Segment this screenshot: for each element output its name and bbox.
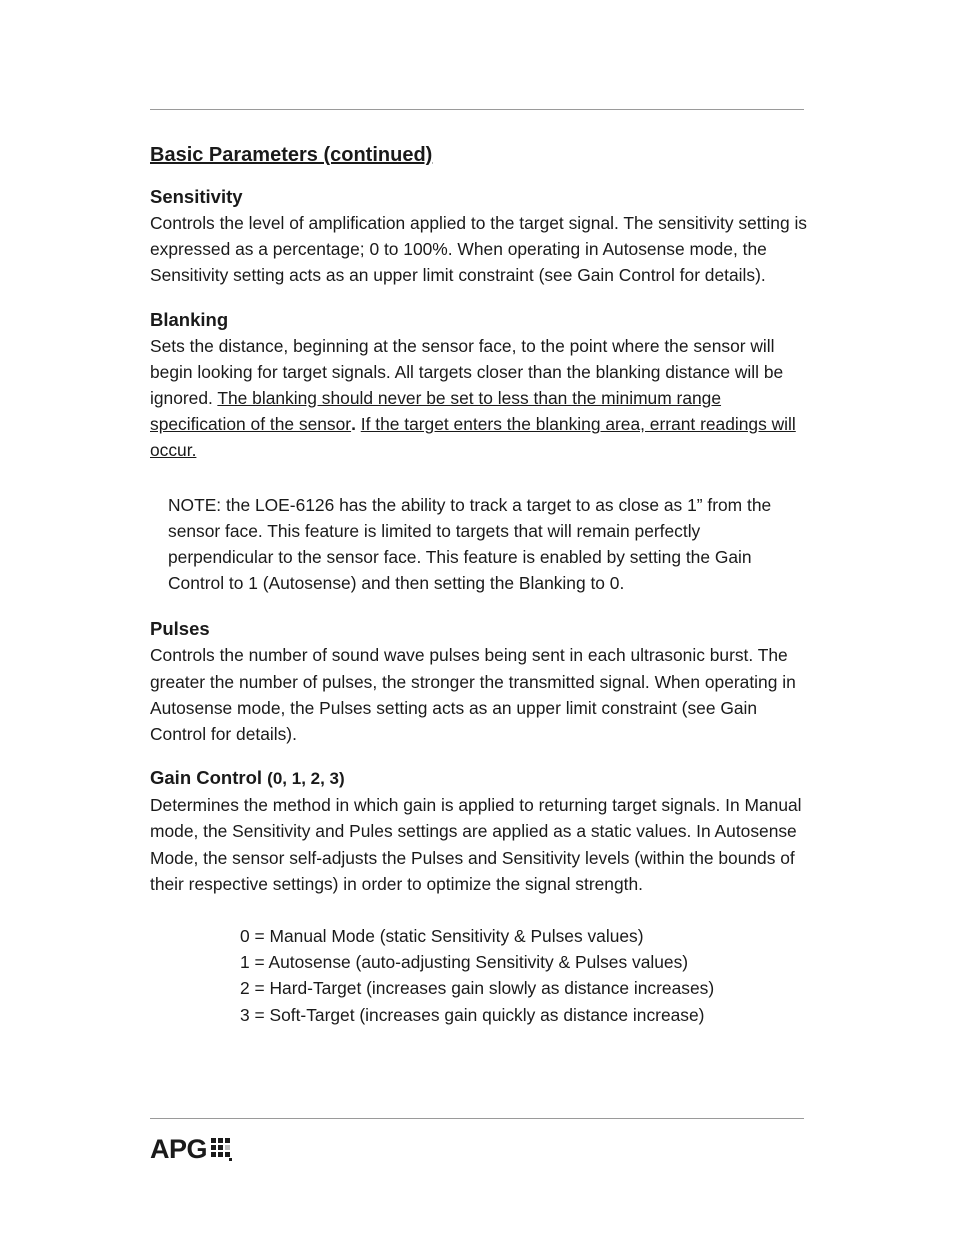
blanking-note: NOTE: the LOE-6126 has the ability to track a target to as close as 1” from the sensor face. This feature is limited to targets that will remain perfectly perpendicular to the sensor face. This feature is enabled by setting the Gain Control to 1 (Autosense) and then setting the Blanking to 0. [168, 494, 772, 594]
blanking-warning-separator: . [351, 414, 361, 435]
gain-control-option-2: 2 = Hard-Target (increases gain slowly as distance increases) [240, 978, 715, 999]
gain-control-option-1: 1 = Autosense (auto-adjusting Sensitivity & Pulses values) [240, 952, 689, 973]
gain-control-option-0: 0 = Manual Mode (static Sensitivity & Pulses values) [240, 926, 644, 947]
blanking-body [150, 333, 810, 464]
apg-logo [150, 1134, 234, 1164]
blanking-heading: Blanking [150, 308, 229, 330]
gain-control-heading [150, 765, 810, 792]
pulses-heading: Pulses [150, 618, 210, 640]
gain-control-heading-values: (0, 1, 2, 3) [267, 769, 345, 789]
gain-control-option-3: 3 = Soft-Target (increases gain quickly as distance increase) [240, 1004, 705, 1025]
header-divider [150, 109, 804, 110]
footer-divider [150, 1118, 804, 1119]
blanking-section [150, 307, 810, 464]
sensitivity-body: Controls the level of amplification applied to the target signal. The sensitivity setting is expressed as a percentage; 0 to 100%. When operating in Autosense mode, the Sensitivity setting acts as an upper limit constraint (see Gain Control for details). [150, 213, 808, 286]
sensitivity-heading: Sensitivity [150, 186, 243, 207]
apg-grid-icon [208, 1136, 234, 1162]
apg-logo-text: APG [150, 1134, 208, 1164]
blanking-warning-errant-readings: If the target enters the blanking area, errant readings will occur. [150, 414, 796, 461]
gain-control-heading-label: Gain Control [150, 767, 268, 789]
blanking-description: Sets the distance, beginning at the sensor face, to the point where the sensor will begin looking for target signals. All targets closer than the blanking distance will be ignored. [150, 335, 784, 409]
gain-control-body: Determines the method in which gain is applied to returning target signals. In Manual mode, the Sensitivity and Pules settings are applied as a static values. In Autosense Mode, the sensor self-adjusts the Pulses and Sensitivity levels (within the bounds of their respective settings) in order to optimize the signal strength. [150, 795, 802, 894]
page-title: Basic Parameters (continued) [150, 144, 433, 166]
pulses-body: Controls the number of sound wave pulses being sent in each ultrasonic burst. The greater the number of pulses, the stronger the transmitted signal. When operating in Autosense mode, the Pulses setting acts as an upper limit constraint (see Gain Control for details). [150, 645, 796, 745]
page-content [150, 138, 810, 1028]
gain-control-section [150, 765, 810, 1028]
sensitivity-section [150, 184, 810, 289]
pulses-section [150, 616, 810, 747]
blanking-warning-minimum-range: The blanking should never be set to less than the minimum range specification of the sensor [150, 388, 722, 435]
gain-control-options [240, 923, 810, 1028]
